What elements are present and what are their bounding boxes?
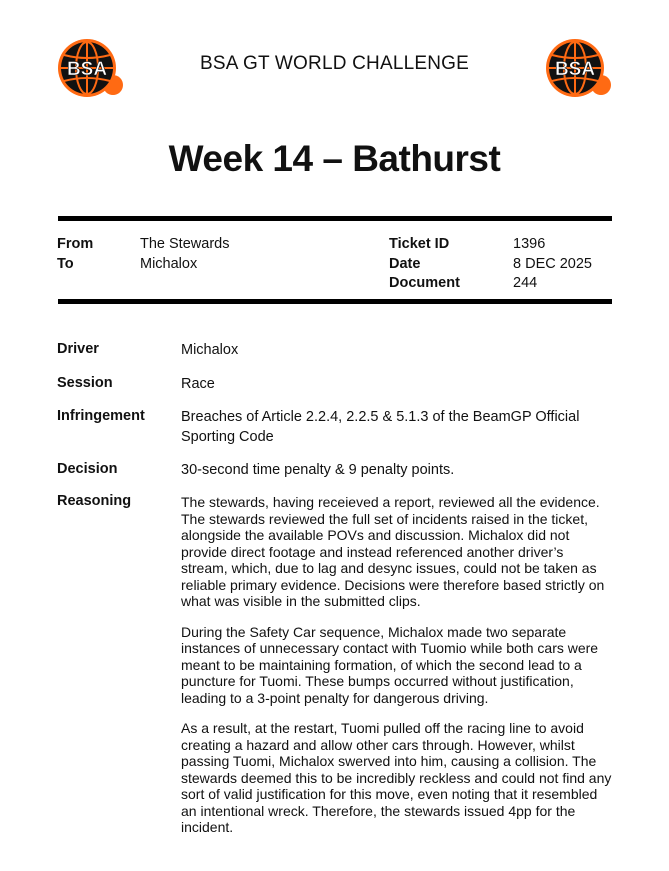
reasoning-text — [181, 494, 613, 850]
session-value: Race — [181, 376, 215, 392]
logo-text: BSA — [66, 59, 108, 80]
driver-value: Michalox — [181, 342, 239, 358]
to-label: To — [57, 255, 74, 272]
divider-bottom — [58, 299, 612, 304]
ticket-id-value: 1396 — [513, 236, 546, 252]
reasoning-label: Reasoning — [57, 493, 132, 509]
globe-icon — [544, 37, 611, 99]
infringement-label: Infringement — [57, 408, 145, 424]
meta-right-values — [513, 235, 592, 294]
bsa-logo-right — [544, 37, 611, 99]
logo-text: BSA — [554, 59, 596, 80]
decision-label: Decision — [57, 461, 118, 477]
ticket-id-label: Ticket ID — [389, 236, 450, 252]
date-value: 8 DEC 2025 — [513, 255, 592, 272]
driver-label: Driver — [57, 341, 99, 357]
meta-left-labels — [57, 235, 93, 274]
infringement-value: Breaches of Article 2.2.4, 2.2.5 & 5.1.3 of the BeamGP Official Sporting Code — [181, 409, 580, 445]
from-value: The Stewards — [140, 236, 230, 252]
to-value: Michalox — [140, 255, 198, 272]
document-label: Document — [389, 275, 460, 291]
page-title: Week 14 – Bathurst — [168, 138, 501, 179]
document-value: 244 — [513, 275, 538, 291]
reasoning-paragraph: As a result, at the restart, Tuomi pulled off the racing line to avoid creating a hazard and allow other cars through. However, whilst passing Tuomi, Michalox swerved into him, causing a collision. The stewards deemed this to be incredibly reckless and could not find any sort of valid justification for this move, even noting that it resembled an intentional wreck. Therefore, the stewards issued 4pp for the incident. — [181, 720, 612, 835]
meta-left-values — [140, 235, 229, 274]
org-title: BSA GT WORLD CHALLENGE — [199, 53, 470, 74]
from-label: From — [57, 236, 94, 252]
divider-top — [58, 216, 612, 221]
reasoning-paragraph: The stewards, having receieved a report, reviewed all the evidence. The stewards reviewed the full set of incidents raised in the ticket, alongside the available POVs and discussion. Michalox did not provide direct footage and instead referenced another driver’s stream, which, due to lag and desync issues, could not be taken as reliable primary evidence. Decisions were therefore based strictly on what was visible in the submitted clips. — [181, 494, 605, 609]
reasoning-paragraph: During the Safety Car sequence, Michalox made two separate instances of unnecessary contact with Tuomio while both cars were meant to be maintaining formation, of which the second lead to a puncture for Tuomi. These bumps occurred without justification, leading to a 3-point penalty for dangerous driving. — [181, 623, 599, 706]
meta-right-labels — [389, 235, 460, 294]
session-label: Session — [57, 375, 113, 391]
decision-value: 30-second time penalty & 9 penalty points. — [181, 462, 455, 478]
date-label: Date — [389, 255, 421, 272]
